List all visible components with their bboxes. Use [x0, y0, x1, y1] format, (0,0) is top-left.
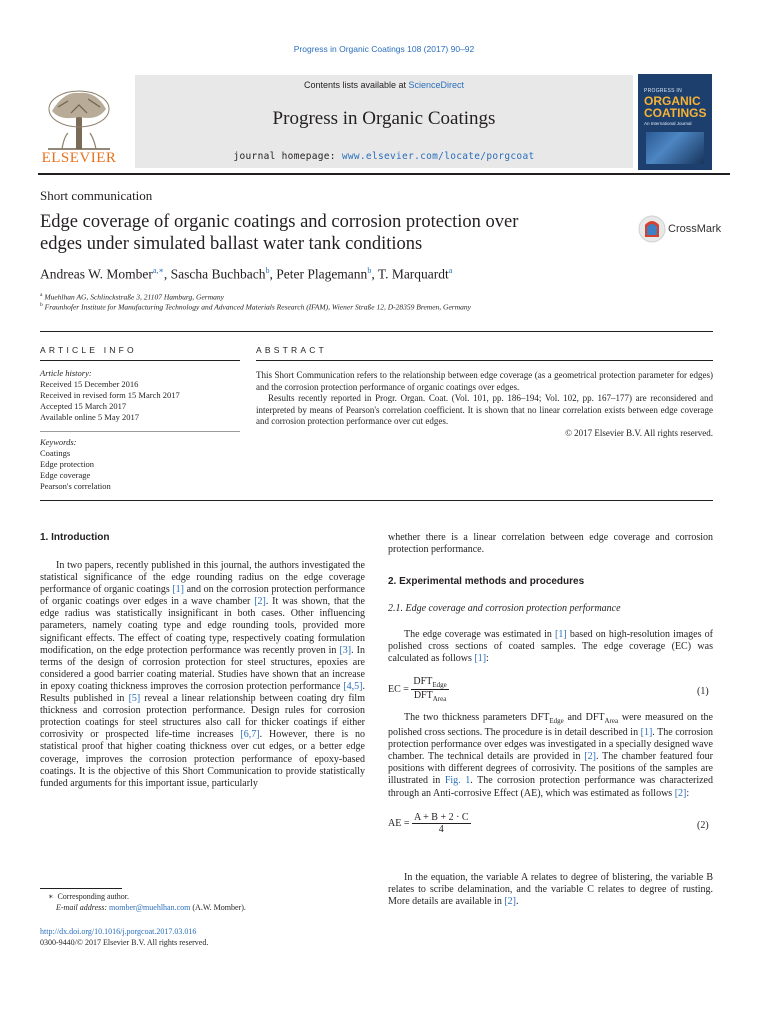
s2-text: The edge coverage was estimated in: [404, 629, 556, 640]
ref-link[interactable]: [5]: [128, 693, 141, 705]
ref-link[interactable]: [1]: [172, 584, 184, 596]
equation-1: [388, 676, 449, 703]
history-label: Article history:: [40, 368, 92, 378]
section2-paragraph1: [388, 629, 713, 665]
history-revised: Received in revised form 15 March 2017: [40, 390, 180, 400]
ref-link[interactable]: [1]: [555, 629, 567, 640]
author-marquardt: , T. Marquardt: [371, 266, 449, 282]
author-momber-affil[interactable]: a,∗: [152, 266, 164, 275]
email-link[interactable]: momber@muehlhan.com: [109, 902, 191, 912]
abstract-copyright: © 2017 Elsevier B.V. All rights reserved.: [565, 427, 713, 438]
author-list: [40, 266, 452, 283]
s2-text: . The corrosion protection performance over edges was investigated in a specially designed wave chamber. The technical details are provided in: [388, 727, 713, 763]
homepage-label: journal homepage:: [233, 151, 342, 162]
intro-text: . Results published in: [40, 680, 365, 705]
figure-link[interactable]: Fig. 1: [444, 775, 471, 787]
article-title: [40, 211, 620, 255]
eq2-fraction: [412, 812, 471, 835]
article-info-rule: [40, 360, 240, 361]
s2-text: and DFT: [563, 712, 605, 723]
s2-text: . The chamber featured four positions with different degrees of corrosivity. The positions of the samples are illustrated in: [388, 751, 713, 787]
running-head[interactable]: Progress in Organic Coatings 108 (2017) 90–92: [293, 44, 475, 54]
email-note: [40, 903, 370, 914]
affiliation-b: [40, 302, 471, 312]
s2-text: .: [516, 896, 519, 908]
author-plagemann-affil[interactable]: b: [367, 266, 372, 275]
abstract-bottom-rule: [40, 500, 713, 501]
article-history: [40, 368, 240, 423]
journal-title: Progress in Organic Coatings: [272, 108, 496, 129]
crossmark-label[interactable]: CrossMark: [668, 223, 722, 235]
eq2-numerator: A + B + 2 · C: [413, 812, 469, 823]
title-line1: Edge coverage of organic coatings and corrosion protection over: [40, 212, 519, 232]
intro-text: . In terms of the design of corrosion protection for steel structures, epoxies are considered a good barrier coating material. Studies have shown that an increase in epoxy coating thickness improves the corrosion protection performance: [40, 644, 365, 692]
eq1-fraction: [411, 676, 448, 703]
intro-heading: 1. Introduction: [40, 532, 110, 543]
ref-link[interactable]: [2]: [674, 787, 687, 799]
cover-line1: PROGRESS IN: [644, 88, 683, 94]
footnote: [40, 892, 370, 913]
affiliation-a-mark: a: [40, 292, 43, 298]
corresponding-note: [40, 892, 370, 903]
footnote-rule: [40, 888, 122, 889]
cover-line2a: ORGANIC: [644, 94, 701, 108]
ref-link[interactable]: [2]: [584, 751, 596, 763]
intro-text: and on the corrosion protection performance of organic coatings over edges in a wave chamber: [40, 584, 365, 608]
eq1-lhs: EC =: [388, 683, 409, 695]
eq1-numerator: DFT: [413, 676, 433, 687]
issn-line: 0300-9440/© 2017 Elsevier B.V. All rights reserved.: [40, 938, 209, 947]
s2-text: based on high-resolution images of polished cross sections of coated samples. The edge coverage (EC) was calculated as follows: [388, 629, 713, 665]
sciencedirect-link[interactable]: ScienceDirect: [408, 80, 465, 90]
eq2-lhs: AE =: [388, 817, 410, 829]
affiliation-b-mark: b: [40, 302, 43, 308]
keyword-item: Edge coverage: [40, 470, 91, 480]
abstract-body: [256, 370, 713, 439]
intro-text: . However, there is no statistical proof that higher coating thickness over cut edges, or a better edge coverage, improves the corrosion protection performance of epoxy-based coatings. It is the objective of this Short Communication to provide statistically funded arguments for this important issue, particularly: [40, 729, 365, 789]
intro-paragraph: [40, 560, 365, 790]
keyword-item: Coatings: [40, 448, 71, 458]
footnote-mark: ∗: [48, 892, 54, 901]
doi-link[interactable]: http://dx.doi.org/10.1016/j.porgcoat.2017.03.016: [40, 927, 197, 936]
section2-heading: 2. Experimental methods and procedures: [388, 576, 585, 587]
s2-text: :: [486, 653, 489, 665]
article-info-heading: ARTICLE INFO: [40, 345, 137, 355]
abstract-p2: Results recently reported in Progr. Organ. Coat. (Vol. 101, pp. 186–194; Vol. 102, pp. 167–177) are reconsidered and interpreted by means of Pearson's correlation coefficient. It is shown that no linear correlation exists between edge coverage and corrosion protection performance over cut edges.: [256, 393, 713, 426]
corresponding-label: Corresponding author.: [57, 892, 129, 901]
history-online: Available online 5 May 2017: [40, 412, 139, 422]
abstract-rule: [256, 360, 713, 361]
equation-2: [388, 812, 471, 835]
s2-text: . The corrosion protection performance was characterized through an Anti-corrosive Effect (AE), which was estimated as follows: [388, 775, 713, 799]
elsevier-wordmark: ELSEVIER: [41, 150, 117, 166]
equation-1-number: (1): [697, 686, 709, 697]
author-buchbach: , Sascha Buchbach: [163, 266, 266, 282]
contents-prefix: Contents lists available at: [303, 80, 409, 90]
dft-edge-sub: Edge: [549, 717, 564, 725]
homepage-line: [135, 151, 633, 162]
intro-text: In two papers, recently published in this journal, the authors investigated the statistical significance of the edge rounding radius on the edge coverage performance of organic coatings: [40, 560, 365, 596]
cover-title: [644, 95, 706, 119]
intro-text: reveal a linear relationship between coating dry film thickness and corrosion protection performance. Design rules for corrosion protection coatings for steel structures also call for thicker coatings if either corrosivity or prospected life-time increases: [40, 693, 365, 741]
affiliation-rule: [40, 331, 713, 332]
intro-body: [40, 560, 365, 790]
author-momber: Andreas W. Momber: [40, 266, 153, 282]
email-label: E-mail address:: [56, 902, 110, 912]
eq2-denominator: 4: [438, 824, 444, 835]
s2-text: In the equation, the variable A relates to degree of blistering, the variable B relates to scribe delamination, and the variable C relates to degree of rusting. More details are available in: [388, 872, 713, 908]
contents-line: [135, 80, 633, 90]
author-buchbach-affil[interactable]: b: [265, 266, 270, 275]
history-received: Received 15 December 2016: [40, 379, 139, 389]
eq1-denominator: DFT: [413, 690, 433, 701]
article-type: Short communication: [40, 188, 153, 203]
cover-line3: An International Journal: [644, 121, 692, 126]
keyword-item: Edge protection: [40, 459, 95, 469]
section2-paragraph2: [388, 712, 713, 800]
affiliation-a: [40, 292, 224, 302]
abstract-heading: ABSTRACT: [256, 345, 327, 355]
title-line2: edges under simulated ballast water tank conditions: [40, 234, 423, 254]
cover-artwork: [646, 132, 704, 164]
ref-link[interactable]: [6,7]: [240, 729, 260, 741]
s2-text: The two thickness parameters DFT: [404, 712, 550, 723]
ref-link[interactable]: [3]: [339, 644, 352, 656]
dft-area-sub: Area: [604, 717, 619, 725]
masthead-rule: [38, 173, 730, 175]
affiliation-a-text: Muehlhan AG, Schlinckstraße 3, 21107 Hamburg, Germany: [44, 292, 224, 302]
author-plagemann: , Peter Plagemann: [269, 266, 368, 282]
email-suffix: (A.W. Momber).: [190, 902, 246, 912]
abstract-p1: This Short Communication refers to the relationship between edge coverage (as a geometrical protection parameter for edges) and the corrosion protection performance of organic coatings over edges.: [256, 370, 713, 392]
equation-2-number: (2): [697, 820, 709, 831]
keywords-rule: [40, 431, 240, 432]
section2-subheading: 2.1. Edge coverage and corrosion protection performance: [388, 603, 621, 614]
s2-text: :: [686, 787, 690, 799]
cover-line2b: COATINGS: [644, 106, 707, 120]
history-accepted: Accepted 15 March 2017: [40, 401, 127, 411]
keywords-block: [40, 437, 240, 492]
s2-text: were measured on the polished cross sections. The procedure is in detail described in: [388, 712, 713, 739]
section2-paragraph3: [388, 872, 713, 908]
ref-link[interactable]: [4,5]: [343, 680, 363, 692]
ref-link[interactable]: [2]: [254, 596, 266, 608]
author-marquardt-affil[interactable]: a: [448, 266, 453, 275]
intro-text: . It was shown, that the edge radius was statistically insignificant in both cases. Other influencing parameters, namely coating type and edge rounding tools, provided more significant effects. The effect of coating type, respectively coating formulation modification, on the edge protection performance was recently proven in: [40, 596, 365, 656]
ref-link[interactable]: [1]: [640, 727, 653, 739]
journal-cover-image[interactable]: [638, 74, 712, 170]
homepage-link[interactable]: www.elsevier.com/locate/porgcoat: [341, 151, 535, 162]
ref-link[interactable]: [1]: [474, 653, 487, 665]
intro-continuation: whether there is a linear correlation between edge coverage and corrosion protection performance.: [388, 532, 713, 556]
keywords-label: Keywords:: [40, 437, 77, 447]
keyword-item: Pearson's correlation: [40, 481, 111, 491]
eq1-numerator-sub: Edge: [432, 681, 447, 689]
ref-link[interactable]: [2]: [504, 896, 517, 908]
eq1-denominator-sub: Area: [432, 695, 447, 703]
affiliation-b-text: Fraunhofer Institute for Manufacturing Technology and Advanced Materials Research (IFAM), Wiener Straße 12, D-28359 Bremen, Germany: [44, 302, 471, 312]
